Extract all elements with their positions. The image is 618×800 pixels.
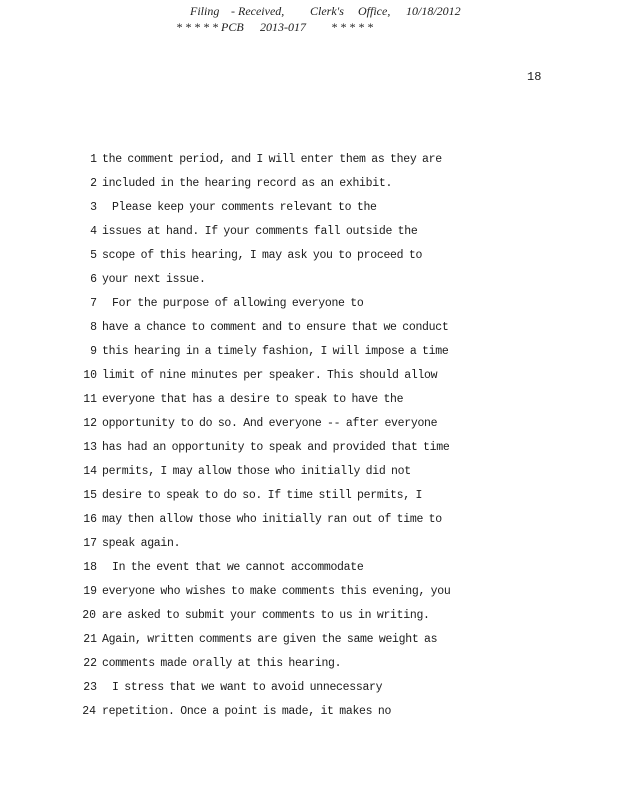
line-text: speak again. [102, 537, 181, 550]
line-number: 18 [83, 561, 97, 574]
transcript-line [0, 489, 618, 513]
transcript-line [0, 321, 618, 345]
transcript-line [0, 609, 618, 633]
line-number: 6 [90, 273, 97, 286]
transcript-line [0, 705, 618, 729]
line-text: For the purpose of allowing everyone to [112, 297, 364, 310]
transcript-line [0, 225, 618, 249]
line-text: permits, I may allow those who initially did not [102, 465, 411, 478]
line-text: this hearing in a timely fashion, I will impose a time [102, 345, 449, 358]
line-number: 15 [83, 489, 97, 502]
line-text: limit of nine minutes per speaker. This should allow [102, 369, 438, 382]
line-text: Again, written comments are given the same weight as [102, 633, 438, 646]
line-number: 10 [83, 369, 97, 382]
line-text: Please keep your comments relevant to the [112, 201, 377, 214]
line-number: 1 [90, 153, 97, 166]
transcript-line [0, 201, 618, 225]
line-text: your next issue. [102, 273, 206, 286]
line-number: 14 [83, 465, 97, 478]
transcript-line [0, 537, 618, 561]
line-number: 5 [90, 249, 97, 262]
line-number: 7 [90, 297, 97, 310]
line-number: 2 [90, 177, 97, 190]
line-number: 19 [83, 585, 97, 598]
line-number: 21 [83, 633, 97, 646]
page-number: 18 [527, 70, 542, 84]
line-number: 24 [82, 705, 96, 718]
stamp-case-number: 2013-017 [260, 20, 306, 34]
transcript-line [0, 249, 618, 273]
line-number: 11 [83, 393, 97, 406]
transcript-line [0, 369, 618, 393]
transcript-line [0, 561, 618, 585]
stamp-clerks: Clerk's [310, 4, 344, 18]
transcript-line [0, 273, 618, 297]
transcript-line [0, 177, 618, 201]
line-number: 8 [90, 321, 97, 334]
transcript-line [0, 345, 618, 369]
line-text: repetition. Once a point is made, it makes no [102, 705, 392, 718]
stamp-filing: Filing [190, 4, 220, 18]
line-number: 22 [83, 657, 97, 670]
line-text: issues at hand. If your comments fall outside the [102, 225, 418, 238]
transcript-line [0, 297, 618, 321]
line-number: 4 [90, 225, 97, 238]
transcript-line [0, 441, 618, 465]
line-text: I stress that we want to avoid unnecessary [112, 681, 383, 694]
line-text: comments made orally at this hearing. [102, 657, 342, 670]
line-number: 13 [83, 441, 97, 454]
line-number: 9 [90, 345, 97, 358]
line-text: included in the hearing record as an exhibit. [102, 177, 393, 190]
transcript-line [0, 633, 618, 657]
line-text: has had an opportunity to speak and provided that time [102, 441, 450, 454]
transcript-line [0, 417, 618, 441]
line-text: have a chance to comment and to ensure that we conduct [102, 321, 449, 334]
stamp-date: 10/18/2012 [406, 4, 461, 18]
line-number: 17 [83, 537, 97, 550]
transcript-line [0, 681, 618, 705]
transcript-line [0, 513, 618, 537]
line-text: In the event that we cannot accommodate [112, 561, 364, 574]
transcript-body [0, 153, 618, 729]
line-number: 16 [83, 513, 97, 526]
line-text: everyone who wishes to make comments this evening, you [102, 585, 451, 598]
transcript-line [0, 153, 618, 177]
stamp-stars: * * * * * [331, 20, 373, 34]
line-number: 23 [83, 681, 97, 694]
line-number: 12 [83, 417, 97, 430]
line-text: scope of this hearing, I may ask you to proceed to [102, 249, 423, 262]
stamp-pcb: * * * * * PCB [176, 20, 244, 34]
transcript-line [0, 585, 618, 609]
transcript-line [0, 393, 618, 417]
line-text: everyone that has a desire to speak to have the [102, 393, 404, 406]
line-text: are asked to submit your comments to us in writing. [102, 609, 430, 622]
line-number: 20 [82, 609, 96, 622]
line-text: desire to speak to do so. If time still permits, I [102, 489, 423, 502]
line-number: 3 [90, 201, 97, 214]
line-text: opportunity to do so. And everyone -- after everyone [102, 417, 438, 430]
line-text: the comment period, and I will enter them as they are [102, 153, 442, 166]
stamp-office: Office, [358, 4, 391, 18]
line-text: may then allow those who initially ran out of time to [102, 513, 442, 526]
transcript-line [0, 465, 618, 489]
stamp-received: - Received, [231, 4, 285, 18]
transcript-line [0, 657, 618, 681]
